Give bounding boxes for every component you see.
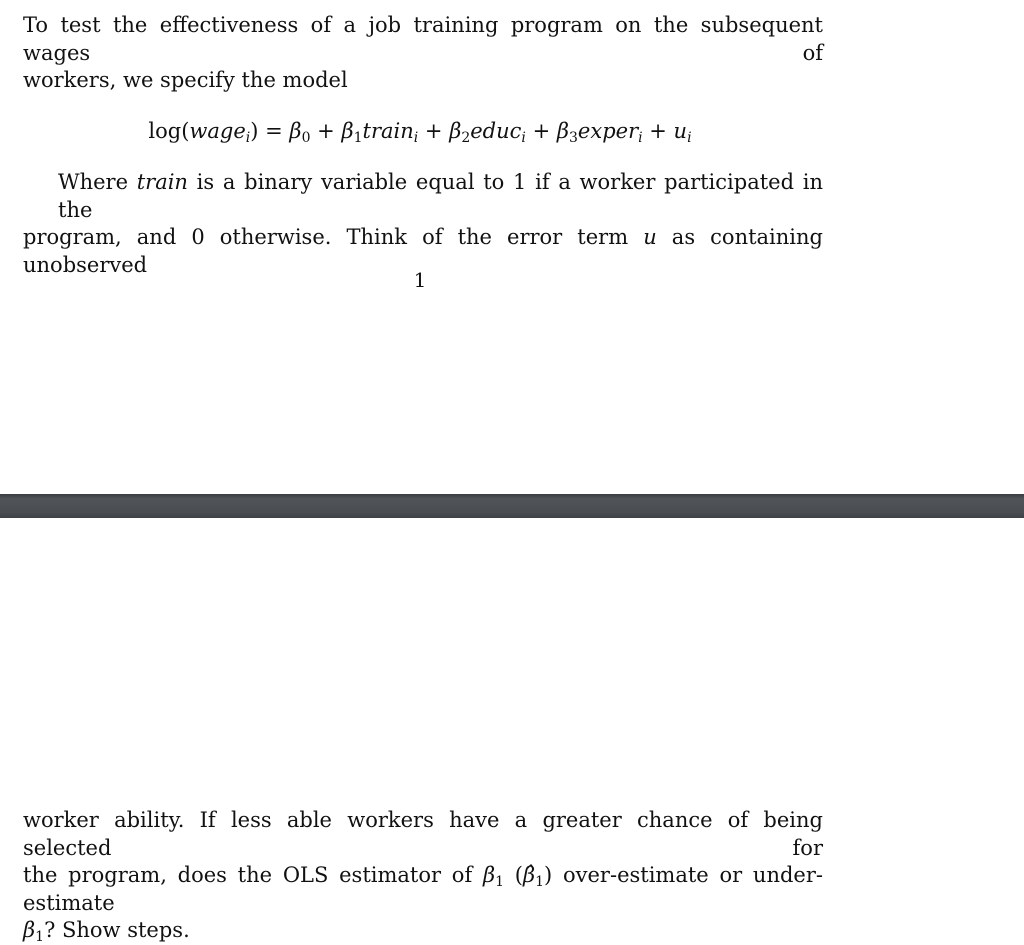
page-number: 1 [413, 268, 427, 292]
eq-subscript-2: 2 [461, 130, 471, 146]
where-train-var: train [136, 170, 188, 194]
where-paragraph [23, 169, 823, 279]
beta-1-symbol: β [482, 863, 496, 887]
intro-line-2: workers, we specify the model [23, 68, 348, 92]
where-text-b: is a binary variable equal to 1 if a worker participated in the [58, 170, 823, 222]
eq-wage: wage [189, 119, 246, 143]
eq-plus: + [418, 119, 450, 143]
question-text-a: the program, does the OLS estimator of [23, 863, 483, 887]
question-paragraph [23, 807, 823, 945]
beta-1-symbol-2: β [23, 918, 36, 942]
eq-beta-0: β [289, 119, 302, 143]
eq-subscript-i: i [521, 130, 526, 146]
beta-1-subscript: 1 [495, 874, 505, 890]
question-text-b: ( [504, 863, 523, 887]
where-u-var: u [643, 225, 657, 249]
where-line-1 [23, 169, 823, 224]
where-text-a: Where [58, 170, 137, 194]
eq-subscript-i: i [638, 130, 643, 146]
eq-educ: educ [470, 119, 522, 143]
intro-paragraph [23, 12, 823, 95]
where-text-d: as containing unobserved [23, 225, 823, 277]
question-text-c: ) over-estimate or under-estimate [23, 863, 823, 915]
eq-u: u [673, 119, 688, 143]
eq-exper: exper [577, 119, 639, 143]
eq-subscript-i: i [245, 130, 251, 146]
wage-equation [0, 117, 840, 145]
eq-subscript-i: i [687, 130, 692, 146]
question-line-3 [23, 917, 823, 945]
eq-log: log( [148, 119, 190, 143]
beta-hat-symbol: β̂ [522, 863, 536, 887]
eq-beta-1: β [341, 119, 354, 143]
beta-1-subscript-2: 1 [35, 929, 45, 945]
where-text-c: program, and 0 otherwise. Think of the error term [23, 225, 644, 249]
eq-plus: + [525, 119, 557, 143]
eq-subscript-3: 3 [569, 130, 578, 146]
eq-plus: + [642, 119, 674, 143]
eq-subscript-i: i [413, 130, 419, 146]
question-text-d: ? Show steps. [44, 918, 190, 942]
eq-subscript-1: 1 [353, 130, 363, 146]
eq-beta-2: β [449, 119, 462, 143]
eq-beta-3: β [556, 119, 569, 143]
eq-plus: + [310, 119, 342, 143]
question-line-2 [23, 862, 823, 917]
beta-hat-subscript: 1 [535, 874, 545, 890]
eq-subscript-0: 0 [301, 130, 311, 146]
eq-equals: ) = [250, 119, 290, 143]
intro-line-1: To test the effectiveness of a job training program on the subsequent wages of [23, 13, 823, 65]
question-line-1: worker ability. If less able workers have a greater chance of being selected for [23, 808, 823, 860]
eq-train: train [362, 119, 414, 143]
page-divider [0, 494, 1024, 518]
